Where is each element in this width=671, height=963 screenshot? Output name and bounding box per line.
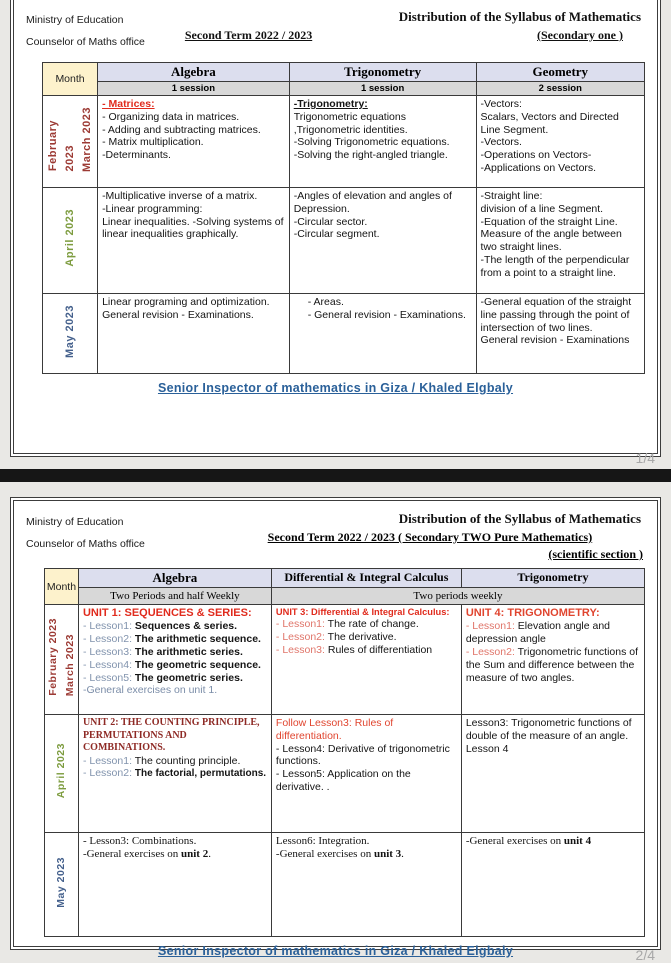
syllabus-line: General revision - Examinations. (102, 308, 254, 321)
syllabus-line: Trigonometric equations (293, 110, 406, 123)
cell-april-calculus (271, 715, 461, 833)
unit-heading: UNIT 2: THE COUNTING PRINCIPLE, PERMUTATIONS AND COMBINATIONS. (82, 717, 260, 753)
month-cell-april (45, 715, 79, 833)
page-number-indicator-1: 1/4 (635, 450, 655, 466)
cell-febmar-algebra (98, 96, 290, 188)
lesson-text: The geometric series. (134, 671, 243, 684)
lesson-line (466, 620, 640, 646)
lesson-line (83, 659, 267, 672)
grade-label: (Secondary one ) (537, 28, 623, 42)
syllabus-line: - General revision - Examinations. (307, 308, 466, 321)
lesson-line (83, 767, 267, 780)
lesson-line (276, 644, 457, 657)
syllabus-line: division of a line Segment. (480, 202, 604, 215)
syllabus-line: -Determinants. (102, 149, 171, 162)
topic-heading: -Trigonometry: (293, 98, 368, 111)
col-header-trigonometry: Trigonometry (289, 63, 476, 82)
syllabus-line: -Straight line: (480, 190, 543, 203)
syllabus-line: -Vectors. (480, 136, 522, 149)
syllabus-line: -Multiplicative inverse of a matrix. (102, 190, 258, 203)
month-label: February 2023 (47, 618, 60, 696)
lesson-label: - Lesson5: (82, 671, 132, 684)
lesson-label: - Lesson3: (82, 646, 132, 658)
syllabus-line: Linear inequalities. -Solving systems of linear inequalities graphically. (102, 215, 284, 241)
col-header-calculus: Differential & Integral Calculus (271, 569, 461, 588)
lesson-text: Elevation angle and depression angle (465, 620, 611, 646)
general-exercises-note (83, 848, 267, 861)
exercise-unit: unit 4 (563, 835, 592, 847)
lesson-text: Derivative of trigonometric functions. (275, 742, 450, 768)
syllabus-line: - Areas. (307, 296, 344, 309)
cell-may-calculus (271, 833, 461, 937)
month-column-header: Month (43, 63, 98, 96)
sessions-trigonometry: 1 session (289, 82, 476, 96)
exercise-text: . (208, 848, 211, 861)
month-cell-feb-mar (45, 605, 79, 715)
cell-may-algebra (98, 294, 290, 374)
cell-april-algebra (78, 715, 271, 833)
term-label: Second Term 2022 / 2023 (184, 28, 313, 42)
lesson-label: - Lesson2: (82, 767, 132, 780)
lesson-text: Trigonometric functions of the Sum and difference between the measure of two angles. (465, 646, 639, 684)
lesson-text: Application on the derivative. . (275, 768, 411, 793)
lesson-text: The derivative. (327, 631, 397, 644)
lesson-label: - Lesson4: (82, 658, 132, 671)
month-label: May 2023 (63, 304, 76, 358)
lesson-line (83, 620, 267, 633)
month-column-header: Month (45, 569, 79, 605)
syllabus-line: - Matrix multiplication. (102, 136, 204, 149)
lesson-text: Combinations. (131, 835, 197, 847)
counselor-line: Counselor of Maths office (26, 36, 145, 49)
lesson-label: - Lesson1: (275, 618, 325, 631)
cell-febmar-geometry (476, 96, 644, 188)
lesson-line (276, 768, 457, 794)
cell-april-trigonometry (289, 188, 476, 294)
title-block (145, 9, 645, 53)
month-label: 2023 (63, 145, 76, 172)
exercise-text: . (401, 848, 404, 861)
syllabus-line: Lesson6: Integration. (275, 835, 370, 847)
cell-april-geometry (476, 188, 644, 294)
lesson-label: - Lesson1: (82, 620, 132, 633)
term-label: Second Term 2022 / 2023 ( Secondary TWO Pure Mathematics) (267, 530, 593, 544)
topic-heading: - Matrices: (102, 98, 155, 111)
schedule-algebra: Two Periods and half Weekly (78, 588, 271, 605)
unit-heading: UNIT 4: TRIGONOMETRY: (465, 607, 600, 619)
ministry-line: Ministry of Education (26, 14, 124, 26)
month-label: February (46, 120, 59, 172)
cell-febmar-calculus (271, 605, 461, 715)
lesson-label: - Lesson2: (275, 631, 325, 644)
cell-febmar-trigonometry (289, 96, 476, 188)
page1-header (26, 9, 645, 53)
lesson-line (83, 646, 267, 659)
syllabus-line: -Linear programming: (102, 202, 203, 215)
col-header-trigonometry: Trigonometry (461, 569, 644, 588)
syllabus-line: -Circular segment. (293, 228, 380, 241)
syllabus-line: Linear programing and optimization. (102, 296, 270, 309)
general-exercises-note: -General exercises on unit 1. (82, 684, 218, 697)
syllabus-table-secondary-two (44, 568, 645, 937)
cell-may-algebra (78, 833, 271, 937)
syllabus-line: - Adding and subtracting matrices. (102, 123, 261, 136)
page2-header (26, 511, 645, 562)
syllabus-page-secondary-one (13, 0, 658, 454)
counselor-line: Counselor of Maths office (26, 538, 145, 551)
syllabus-line: - Organizing data in matrices. (102, 110, 240, 123)
lesson-text: The factorial, permutations. (134, 768, 267, 780)
month-label: May 2023 (55, 856, 68, 908)
page-separator-bar (0, 469, 671, 482)
exercise-text: -General exercises on (275, 848, 374, 861)
title-block (145, 511, 645, 562)
exercise-text: -General exercises on (465, 835, 564, 847)
general-exercises-note (276, 848, 457, 861)
lesson-text: The counting principle. (134, 754, 241, 767)
cell-may-geometry (476, 294, 644, 374)
syllabus-line: ,Trigonometric identities. (293, 123, 408, 136)
col-header-geometry: Geometry (476, 63, 644, 82)
syllabus-line: -Angles of elevation and angles of Depression. (293, 190, 452, 215)
syllabus-line: -Operations on Vectors- (480, 149, 592, 162)
syllabus-table-secondary-one (42, 62, 645, 374)
syllabus-line: -Circular sector. (293, 215, 368, 228)
ministry-line: Ministry of Education (26, 516, 124, 528)
lesson-label: - Lesson2: (82, 633, 132, 646)
syllabus-line: -Solving the right-angled triangle. (293, 149, 448, 162)
lesson-label: - Lesson4: (275, 742, 325, 755)
org-block (26, 9, 145, 53)
unit-heading: Follow Lesson3: Rules of differentiation. (275, 717, 394, 742)
syllabus-line: -Equation of the straight Line. (480, 215, 618, 228)
lesson-label: - Lesson3: (82, 835, 130, 847)
unit-heading: UNIT 1: SEQUENCES & SERIES: (82, 607, 252, 619)
lesson-text: The geometric sequence. (134, 658, 261, 671)
signature-line: Senior Inspector of mathematics in Giza / Khaled Elgbaly (157, 944, 514, 958)
syllabus-line: Scalars, Vectors and Directed Line Segment. (480, 110, 619, 136)
lesson-line (83, 633, 267, 646)
lesson-line (83, 835, 267, 848)
sessions-geometry: 2 session (476, 82, 644, 96)
lesson-text: Sequences & series. (134, 620, 238, 633)
cell-may-trigonometry (289, 294, 476, 374)
cell-febmar-trigonometry (461, 605, 644, 715)
cell-april-trigonometry (461, 715, 644, 833)
lesson-text: The rate of change. (327, 618, 419, 631)
schedule-others: Two periods weekly (271, 588, 644, 605)
syllabus-line: -Vectors: (480, 98, 522, 111)
exercise-unit: unit 2 (181, 848, 209, 861)
syllabus-line: -General equation of the straight line passing through the point of intersection of two lines. (480, 296, 632, 334)
syllabus-line: -Applications on Vectors. (480, 162, 597, 175)
page-title: Distribution of the Syllabus of Mathematics (398, 9, 641, 24)
lesson-line (83, 755, 267, 768)
syllabus-line: Lesson3: Trigonometric functions of double of the measure of an angle. (465, 717, 632, 742)
syllabus-line: General revision - Examinations (480, 334, 630, 347)
month-label: March 2023 (80, 106, 93, 172)
lesson-label: - Lesson2: (465, 646, 515, 658)
syllabus-line: -The length of the perpendicular from a point to a straight line. (480, 254, 630, 279)
syllabus-line: Measure of the angle between two straight lines. (480, 228, 622, 254)
month-label: April 2023 (55, 743, 68, 799)
lesson-text: The arithmetic series. (134, 646, 243, 658)
sessions-algebra: 1 session (98, 82, 290, 96)
month-label: April 2023 (63, 209, 76, 267)
lesson-label: - Lesson5: (275, 768, 325, 781)
month-cell-april (43, 188, 98, 294)
month-cell-may (45, 833, 79, 937)
lesson-line (466, 646, 640, 684)
cell-april-algebra (98, 188, 290, 294)
page-title: Distribution of the Syllabus of Mathematics (398, 511, 641, 526)
lesson-line (276, 618, 457, 631)
unit-heading: UNIT 3: Differential & Integral Calculus: (275, 607, 450, 617)
lesson-line (276, 743, 457, 769)
exercise-text: -General exercises on (82, 848, 181, 861)
lesson-line (276, 631, 457, 644)
cell-may-trigonometry (461, 833, 644, 937)
syllabus-line: -Solving Trigonometric equations. (293, 136, 450, 149)
exercise-unit: unit 3 (373, 848, 402, 861)
month-cell-feb-mar (43, 96, 98, 188)
month-cell-may (43, 294, 98, 374)
term-row (185, 28, 645, 43)
section-label: (scientific section ) (548, 547, 643, 561)
lesson-text: The arithmetic sequence. (134, 633, 261, 646)
col-header-algebra: Algebra (78, 569, 271, 588)
month-label: March 2023 (63, 633, 76, 696)
signature-line: Senior Inspector of mathematics in Giza / Khaled Elgbaly (157, 381, 514, 396)
cell-febmar-algebra (78, 605, 271, 715)
general-exercises-note (466, 835, 640, 848)
lesson-text: Rules of differentiation (327, 643, 433, 656)
org-block (26, 511, 145, 562)
page-number-indicator-2: 2/4 (635, 947, 655, 963)
col-header-algebra: Algebra (98, 63, 290, 82)
lesson-label: - Lesson1: (465, 620, 515, 633)
syllabus-line: Lesson 4 (465, 742, 509, 755)
lesson-label: - Lesson1: (82, 754, 132, 767)
lesson-label: - Lesson3: (275, 643, 325, 656)
lesson-line (83, 672, 267, 685)
